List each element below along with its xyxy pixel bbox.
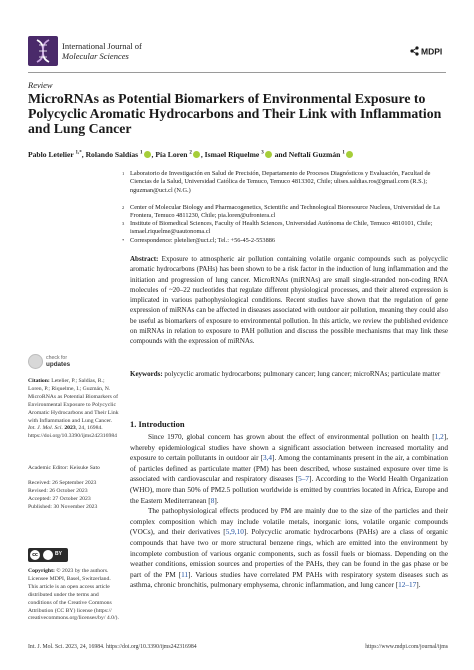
- cc-license-badge[interactable]: [28, 548, 68, 562]
- keywords: [130, 369, 448, 379]
- article-title: MicroRNAs as Potential Biomarkers of Environmental Exposure to Polycyclic Aromatic Hydrocarbons and Their Link with Inflammation and Lung Cancer: [28, 91, 442, 137]
- affiliation-item: [122, 170, 450, 195]
- reference-link[interactable]: 11: [181, 570, 189, 579]
- abstract: [130, 254, 448, 347]
- cc-icon: cc: [30, 550, 40, 560]
- orcid-icon[interactable]: [346, 151, 353, 158]
- author-name[interactable]: Rolando Saldías: [85, 150, 141, 159]
- keywords-text: polycyclic aromatic hydrocarbons; pulmonary cancer; lung cancer; microRNAs; particulate matter: [164, 370, 441, 378]
- reference-link[interactable]: 12–17: [398, 581, 417, 590]
- academic-editor: Academic Editor: Keisuke Sato: [28, 465, 100, 471]
- check-updates-line2: updates: [46, 361, 71, 368]
- affiliation-mark: 1: [122, 171, 125, 176]
- citation-label: Citation:: [28, 378, 50, 384]
- orcid-icon[interactable]: [265, 151, 272, 158]
- reference-link[interactable]: 5,9,10: [225, 528, 244, 537]
- author-affiliation-mark: 3: [261, 150, 264, 156]
- page-footer: [28, 644, 448, 650]
- mdpi-logo-icon[interactable]: [408, 44, 448, 58]
- author-affiliation-mark: 1: [342, 150, 345, 156]
- affiliation-text: Institute of Biomedical Sciences, Faculty of Health Sciences, Universidad Autónoma de Chile, Temuco 4810101, Chile; ismael.riquelme@uautonoma.cl: [130, 220, 433, 236]
- abstract-label: Abstract:: [130, 255, 159, 263]
- date-revised: Revised: 26 October 2023: [28, 487, 88, 494]
- date-published: Published: 30 November 2023: [28, 503, 98, 510]
- affiliation-item: [122, 237, 450, 245]
- citation-block: [28, 378, 120, 441]
- author-affiliation-mark: 1,*: [75, 150, 82, 156]
- author-affiliation-mark: 2: [189, 150, 192, 156]
- author-name[interactable]: Ismael Riquelme: [204, 150, 262, 159]
- author-name[interactable]: Neftalí Guzmán: [288, 150, 343, 159]
- affiliation-mark: *: [122, 238, 125, 243]
- reference-link[interactable]: 1,2: [434, 433, 444, 441]
- introduction-body: [130, 432, 448, 591]
- cc-by-text: BY: [55, 551, 62, 557]
- journal-name-line1: International Journal of: [62, 41, 142, 51]
- author-list: Pablo Letelier $^{1,*}$, Rolando Saldías $^1$ , Pía Loren $^2$ , Ismael Riquelme $^3$ and Neftalí Guzmán $^1$: [28, 150, 448, 159]
- date-accepted: Accepted: 27 October 2023: [28, 495, 91, 502]
- section-heading-introduction: 1. Introduction: [130, 419, 185, 429]
- author-name[interactable]: Pía Loren: [155, 150, 190, 159]
- affiliation-mark: 3: [122, 221, 125, 226]
- copyright-text: © 2023 by the authors. Licensee MDPI, Basel, Switzerland. This article is an open access article distributed under the terms and conditions of the Creative Commons Attribution (CC BY) license (https:// creativecommons.org/licenses/by/ 4.0/).: [28, 568, 119, 622]
- attribution-person-icon: [43, 550, 53, 560]
- reference-link[interactable]: 5–7: [298, 475, 310, 484]
- date-received: Received: 26 September 2023: [28, 480, 97, 486]
- citation-volume-doi[interactable]: , 24, 16984. https://doi.org/10.3390/ijms242316984: [28, 425, 118, 440]
- svg-text:MDPI: MDPI: [421, 46, 443, 57]
- journal-logo-icon: [28, 36, 58, 66]
- copyright-block: [28, 568, 120, 623]
- author-affiliation-mark: 1: [140, 150, 143, 156]
- citation-journal: Int. J. Mol. Sci.: [28, 425, 63, 432]
- affiliation-item: [122, 204, 450, 221]
- citation-year: 2023: [64, 425, 76, 432]
- header-rule: [28, 72, 446, 73]
- footer-journal-url[interactable]: https://www.mdpi.com/journal/ijms: [365, 644, 448, 650]
- author-name[interactable]: Pablo Letelier: [28, 150, 76, 159]
- affiliation-text: Center of Molecular Biology and Pharmacogenetics, Scientific and Technological Bioresource Nucleus, Universidad de La Frontera, Temuco 4811230, Chile; pia.loren@ufrontera.cl: [130, 204, 440, 220]
- affiliation-mark: 2: [122, 205, 125, 210]
- keywords-label: Keywords:: [130, 370, 163, 378]
- orcid-icon[interactable]: [144, 151, 151, 158]
- affiliation-text: Correspondence: pletelier@uct.cl; Tel.: +56-45-2-553886: [130, 237, 276, 244]
- affiliation-item: [122, 220, 450, 237]
- citation-text: Letelier, P.; Saldías, R.; Loren, P.; Riquelme, I.; Guzmán, N. MicroRNAs as Potential Biomarkers of Environmental Exposure to Polycyclic Aromatic Hydrocarbons and Their Link with Inflammation and Lung Cancer.: [28, 378, 119, 424]
- introduction-paragraph-2: The pathophysiological effects produced by PM are mainly due to the size of the particles and their complex composition which may include volatile metals, inorganic ions, volatile organic compounds (VOCs), and their derivatives [5,9,10]. Polycyclic aromatic hydrocarbons (PAHs) are a class of organic compounds that have two or more structural benzene rings, which are emitted into the environment by incomplete combustion of various organic components, such as fossil fuels or biomass. Depending on the weather conditions, emission sources and properties of the PAHs, they can be found in the gas phase or be part of the PM [11]. Various studies have correlated PM PAHs with respiratory system diseases such as asthma, chronic bronchitis, pulmonary emphysema, chronic inflammation, and lung cancer [12–17].: [130, 507, 448, 590]
- reference-link[interactable]: 8: [210, 496, 215, 505]
- check-updates-icon: [28, 354, 43, 369]
- check-for-updates-button[interactable]: [28, 354, 76, 372]
- journal-name-line2: Molecular Sciences: [62, 51, 129, 61]
- dates-block: [28, 480, 120, 512]
- abstract-text: Exposure to atmospheric air pollution containing volatile organic compounds such as polycyclic aromatic hydrocarbons (PAHs) has been shown to be a risk factor in the induction of lung inflammation and the initiation and progression of lung cancer. MicroRNAs (miRNAs) are small single-stranded non-coding RNA molecules of ~20–22 nucleotides that regulate different physiological processes, and their altered expression is implicated in various pathophysiological conditions. Recent studies have shown that the regulation of gene expression of miRNAs can be affected in diseases associated with outdoor air pollution, meaning they could also be useful as biomarkers of exposure to environmental pollution. In this article, we review the published evidence on miRNAs in relation to exposure to PAH pollution and discuss the possible mechanisms that may link these compounds with the expression of miRNAs.: [130, 255, 448, 346]
- affiliation-text: Laboratorio de Investigación en Salud de Precisión, Departamento de Procesos Diagnósticos y Evaluación, Facultad de Ciencias de la Salud, Universidad Católica de Temuco, Temuco 4813302, Chile; ulises.saldias.ros@gmail.com (R.S.); nguzman@uct.cl (N.G.): [130, 170, 431, 194]
- orcid-icon[interactable]: [193, 151, 200, 158]
- introduction-paragraph-1: Since 1970, global concern has grown about the effect of environmental pollution on health [1,2], whereby epidemiological studies have shown a significant association between increased mortality and exposure to certain pollutants in outdoor air [3,4]. Among the contaminants present in the air, a combination of particles defined as particulate matter (PM) has been described, whose sustained exposure over time is associated with cardiovascular and respiratory diseases [5–7]. According to the World Health Organization (WHO), more than 50% of PM2.5 pollution worldwide is emitted by countries located in Africa, Europe and the Eastern Mediterranean [8].: [130, 433, 448, 505]
- check-updates-line1: check for: [46, 355, 68, 361]
- article-type: Review: [28, 80, 53, 90]
- reference-link[interactable]: 3,4: [262, 454, 273, 463]
- copyright-label: Copyright:: [28, 568, 55, 574]
- footer-citation[interactable]: Int. J. Mol. Sci. 2023, 24, 16984. https://doi.org/10.3390/ijms242316984: [28, 644, 197, 650]
